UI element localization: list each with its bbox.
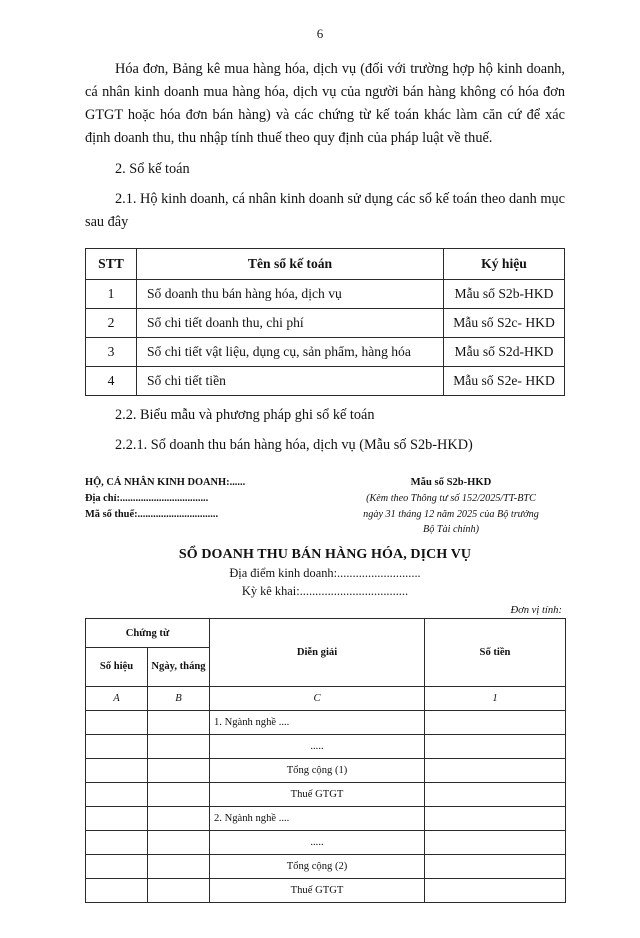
header-document-group: Chứng từ — [86, 619, 210, 648]
unit-of-measure-label: Đơn vị tính: — [510, 605, 562, 617]
circular-reference-line-3: Bộ Tài chính) — [422, 523, 480, 535]
paragraph-invoice-rules: Hóa đơn, Bảng kê mua hàng hóa, dịch vụ (đối với trường hợp hộ kinh doanh, cá nhân kinh doanh mua hàng hóa, dịch vụ của người bán hàng không có hóa đơn GTGT hoặc hóa đơn bán hàng) và các chứng từ kế toán khác làm căn cứ để xác định doanh thu, thu nhập tính thuế theo quy định của pháp luật về thuế. — [85, 61, 565, 147]
cell-document-number[interactable] — [86, 831, 148, 855]
header-description: Diễn giải — [210, 619, 425, 687]
cell-document-number[interactable] — [86, 711, 148, 735]
tax-code-label: Mã số thuế:............................... — [85, 509, 219, 521]
cell-description[interactable]: ..... — [210, 735, 425, 759]
cell-document-date[interactable] — [148, 711, 210, 735]
cell-description-vat-2[interactable]: Thuế GTGT — [210, 879, 425, 903]
circular-reference-line-2: ngày 31 tháng 12 năm 2025 của Bộ trưởng — [363, 508, 539, 520]
book-list-table-wrapper — [0, 248, 640, 396]
heading-section-2-2: 2.2. Biểu mẫu và phương pháp ghi sổ kế toán — [115, 407, 375, 424]
cell-book-name: Sổ chi tiết vật liệu, dụng cụ, sản phẩm, hàng hóa — [137, 338, 444, 367]
cell-document-number[interactable] — [86, 879, 148, 903]
document-body — [0, 58, 640, 234]
table-row — [86, 280, 565, 309]
cell-book-name: Sổ doanh thu bán hàng hóa, dịch vụ — [137, 280, 444, 309]
form-header — [0, 475, 640, 537]
cell-amount[interactable] — [425, 783, 566, 807]
header-book-name: Tên sổ kế toán — [137, 249, 444, 280]
heading-section-2-1: 2.1. Hộ kinh doanh, cá nhân kinh doanh sử dụng các sổ kế toán theo danh mục sau đây — [85, 190, 565, 230]
page-number: 6 — [316, 26, 324, 41]
cell-description-total-1[interactable]: Tổng cộng (1) — [210, 759, 425, 783]
letter-b: B — [148, 687, 210, 711]
cell-document-date[interactable] — [148, 855, 210, 879]
ledger-row — [86, 855, 566, 879]
ledger-letter-row — [86, 687, 566, 711]
cell-description-total-2[interactable]: Tổng cộng (2) — [210, 855, 425, 879]
cell-stt: 4 — [86, 367, 137, 396]
letter-c: C — [210, 687, 425, 711]
table-header-row — [86, 249, 565, 280]
cell-amount[interactable] — [425, 807, 566, 831]
form-title: SỔ DOANH THU BÁN HÀNG HÓA, DỊCH VỤ — [178, 547, 472, 563]
cell-symbol: Mẫu số S2b-HKD — [444, 280, 565, 309]
ledger-row — [86, 735, 566, 759]
ledger-row — [86, 711, 566, 735]
ledger-row — [86, 879, 566, 903]
address-label: Địa chỉ:.................................. — [85, 493, 209, 505]
cell-document-date[interactable] — [148, 879, 210, 903]
document-body-continued — [0, 404, 640, 457]
cell-amount[interactable] — [425, 735, 566, 759]
cell-stt: 3 — [86, 338, 137, 367]
cell-stt: 2 — [86, 309, 137, 338]
cell-amount[interactable] — [425, 879, 566, 903]
table-row — [86, 338, 565, 367]
book-list-table — [85, 248, 565, 396]
ledger-row — [86, 759, 566, 783]
cell-symbol: Mẫu số S2e- HKD — [444, 367, 565, 396]
form-title-block — [0, 547, 640, 601]
ledger-header-group-row — [86, 619, 566, 648]
cell-document-number[interactable] — [86, 807, 148, 831]
business-location-label: Địa điểm kinh doanh:........................... — [229, 566, 421, 581]
cell-document-number[interactable] — [86, 735, 148, 759]
cell-amount[interactable] — [425, 711, 566, 735]
cell-amount[interactable] — [425, 831, 566, 855]
heading-section-2: 2. Sổ kế toán — [115, 160, 190, 177]
ledger-table-wrapper — [0, 618, 640, 903]
cell-description[interactable]: 2. Ngành nghề .... — [210, 807, 425, 831]
heading-section-2-2-1: 2.2.1. Sổ doanh thu bán hàng hóa, dịch vụ (Mẫu số S2b-HKD) — [115, 437, 473, 454]
template-code: Mẫu số S2b-HKD — [410, 477, 492, 489]
ledger-row — [86, 831, 566, 855]
header-amount: Số tiền — [425, 619, 566, 687]
cell-description[interactable]: ..... — [210, 831, 425, 855]
header-document-number: Số hiệu — [86, 648, 148, 687]
cell-document-date[interactable] — [148, 735, 210, 759]
cell-amount[interactable] — [425, 855, 566, 879]
header-stt: STT — [86, 249, 137, 280]
letter-a: A — [86, 687, 148, 711]
table-row — [86, 309, 565, 338]
declaration-period-label: Kỳ kê khai:................................... — [241, 584, 409, 599]
cell-symbol: Mẫu số S2d-HKD — [444, 338, 565, 367]
letter-1: 1 — [425, 687, 566, 711]
cell-document-date[interactable] — [148, 831, 210, 855]
ledger-table — [85, 618, 566, 903]
ledger-row — [86, 783, 566, 807]
cell-document-number[interactable] — [86, 759, 148, 783]
header-document-date: Ngày, tháng — [148, 648, 210, 687]
cell-document-number[interactable] — [86, 855, 148, 879]
cell-book-name: Sổ chi tiết doanh thu, chi phí — [137, 309, 444, 338]
cell-document-number[interactable] — [86, 783, 148, 807]
header-symbol: Ký hiệu — [444, 249, 565, 280]
form-header-left — [85, 475, 245, 522]
ledger-row — [86, 807, 566, 831]
cell-amount[interactable] — [425, 759, 566, 783]
form-header-right — [331, 475, 571, 537]
cell-document-date[interactable] — [148, 807, 210, 831]
cell-document-date[interactable] — [148, 783, 210, 807]
cell-stt: 1 — [86, 280, 137, 309]
circular-reference-line-1: (Kèm theo Thông tư số 152/2025/TT-BTC — [366, 493, 536, 505]
table-row — [86, 367, 565, 396]
business-name-label: HỘ, CÁ NHÂN KINH DOANH:...... — [85, 477, 246, 489]
cell-symbol: Mẫu số S2c- HKD — [444, 309, 565, 338]
document-page — [0, 26, 640, 938]
cell-description-vat-1[interactable]: Thuế GTGT — [210, 783, 425, 807]
cell-document-date[interactable] — [148, 759, 210, 783]
cell-book-name: Sổ chi tiết tiền — [137, 367, 444, 396]
cell-description[interactable]: 1. Ngành nghề .... — [210, 711, 425, 735]
